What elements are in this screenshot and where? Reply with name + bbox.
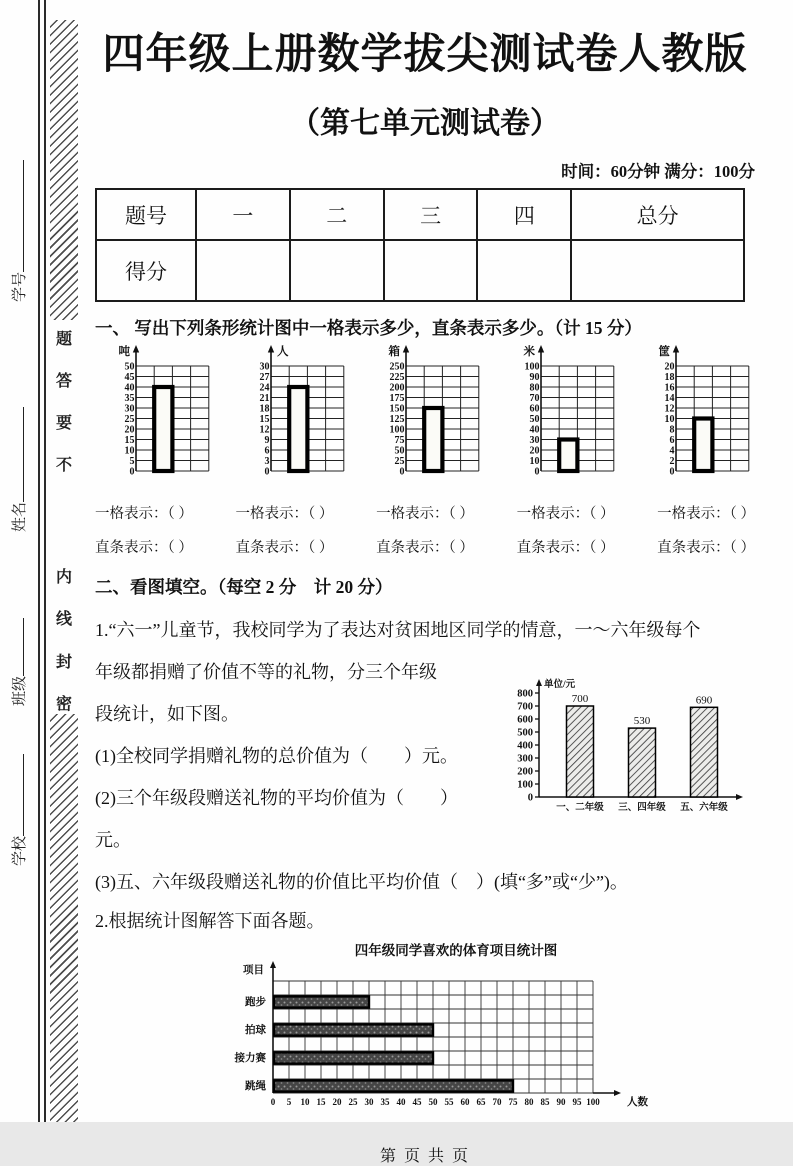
svg-text:接力赛: 接力赛: [234, 1053, 266, 1065]
svg-text:800: 800: [517, 688, 533, 700]
grid-represents-blank: 一格表示：（ ）: [376, 506, 474, 523]
page-footer: 第 页 共 页: [379, 1148, 470, 1166]
svg-text:10: 10: [300, 1097, 310, 1108]
score-header-cell: 题号: [96, 189, 196, 240]
svg-text:65: 65: [476, 1097, 486, 1108]
svg-text:70: 70: [492, 1097, 502, 1108]
q1-line1: 1.“六一”儿童节，我校同学为了表达对贫困地区同学的情意，一～六年级每个: [95, 620, 701, 641]
svg-text:25: 25: [348, 1097, 358, 1108]
bar-represents-row: [95, 536, 755, 557]
seal-char: 内: [55, 569, 72, 586]
section-one-heading: 一、 写出下列条形统计图中一格表示多少，直条表示多少。（计 15 分）: [95, 318, 642, 339]
svg-text:500: 500: [517, 727, 533, 739]
donation-bar-chart: [497, 677, 755, 842]
svg-text:530: 530: [633, 715, 651, 728]
svg-text:35: 35: [380, 1097, 390, 1108]
svg-text:90: 90: [556, 1097, 566, 1108]
svg-text:25: 25: [394, 456, 405, 468]
seal-char: 要: [55, 415, 72, 432]
svg-text:6: 6: [264, 445, 270, 457]
grid-represents-blank: 一格表示：（ ）: [657, 506, 755, 523]
svg-text:45: 45: [124, 372, 135, 384]
svg-text:100: 100: [586, 1097, 600, 1108]
bar-represents-blank: 直条表示：（ ）: [516, 540, 615, 557]
score-cell-empty: [384, 240, 478, 301]
school-label: 学校: [12, 835, 28, 866]
svg-text:16: 16: [664, 382, 675, 394]
svg-text:0: 0: [270, 1097, 276, 1108]
svg-text:0: 0: [669, 466, 675, 478]
seal-char: 题: [55, 331, 72, 348]
svg-text:吨: 吨: [118, 346, 130, 359]
svg-text:50: 50: [394, 445, 405, 457]
score-header-cell: 四: [477, 189, 571, 240]
svg-text:20: 20: [529, 445, 540, 457]
mini-bar-chart-tons: [109, 342, 211, 489]
svg-text:15: 15: [259, 414, 270, 426]
seal-border-line-outer: [38, 0, 40, 1122]
svg-text:690: 690: [695, 694, 713, 707]
score-table-score-row: [96, 240, 744, 301]
class-blank: [9, 618, 24, 676]
svg-text:200: 200: [517, 766, 533, 778]
svg-text:2: 2: [669, 456, 675, 468]
svg-text:150: 150: [389, 403, 405, 415]
svg-text:250: 250: [389, 361, 405, 373]
svg-text:18: 18: [664, 372, 675, 384]
sports-chart-title: 四年级同学喜欢的体育项目统计图: [354, 943, 558, 959]
score-cell-empty: [290, 240, 384, 301]
sports-horizontal-bar-chart: [217, 959, 669, 1129]
svg-text:20: 20: [332, 1097, 342, 1108]
grid-represents-blank: 一格表示：（ ）: [235, 506, 334, 523]
class-label: 班级: [12, 675, 28, 706]
student-id-blank: [9, 160, 24, 272]
svg-text:15: 15: [316, 1097, 326, 1108]
svg-text:15: 15: [124, 435, 135, 447]
score-table-header-row: [96, 189, 744, 240]
seal-hatch-top: [50, 20, 78, 320]
svg-text:8: 8: [669, 424, 675, 436]
svg-text:20: 20: [124, 424, 135, 436]
score-cell-empty: [477, 240, 571, 301]
svg-text:300: 300: [517, 753, 533, 765]
score-table: [95, 188, 745, 302]
svg-text:项目: 项目: [243, 965, 264, 977]
mini-bar-chart-meters: [514, 342, 616, 489]
svg-text:45: 45: [412, 1097, 422, 1108]
class-field: [8, 594, 28, 706]
score-cell-empty: [196, 240, 290, 301]
svg-text:55: 55: [444, 1097, 454, 1108]
q1-line2: 年级都捐赠了价值不等的礼物，分三个年级: [95, 662, 437, 683]
mini-bar-chart-people: [244, 342, 346, 489]
svg-text:0: 0: [399, 466, 405, 478]
svg-text:0: 0: [129, 466, 135, 478]
paper-content: [95, 0, 755, 1166]
seal-char: 答: [55, 373, 72, 390]
svg-text:75: 75: [508, 1097, 518, 1108]
svg-text:100: 100: [389, 424, 405, 436]
bar-represents-blank: 直条表示：（ ）: [657, 540, 755, 557]
score-row-label: 得分: [96, 240, 196, 301]
svg-text:拍球: 拍球: [245, 1025, 266, 1037]
svg-text:80: 80: [529, 382, 540, 394]
svg-text:14: 14: [664, 393, 675, 405]
svg-text:70: 70: [529, 393, 540, 405]
student-id-label: 学号: [12, 271, 28, 302]
svg-text:10: 10: [529, 456, 540, 468]
bar-represents-blank: 直条表示：（ ）: [95, 540, 193, 557]
svg-text:24: 24: [259, 382, 270, 394]
svg-text:100: 100: [524, 361, 540, 373]
svg-text:40: 40: [124, 382, 135, 394]
svg-text:125: 125: [389, 414, 405, 426]
paper-subtitle: （第七单元测试卷）: [290, 107, 560, 141]
svg-text:27: 27: [259, 372, 270, 384]
svg-text:跳绳: 跳绳: [245, 1081, 266, 1093]
svg-text:175: 175: [389, 393, 405, 405]
mini-charts-row: [95, 340, 755, 489]
svg-text:4: 4: [669, 445, 675, 457]
bar-represents-blank: 直条表示：（ ）: [376, 540, 474, 557]
svg-text:60: 60: [460, 1097, 470, 1108]
svg-text:箱: 箱: [388, 346, 400, 359]
svg-text:一、二年级: 一、二年级: [556, 803, 604, 814]
svg-text:3: 3: [264, 456, 270, 468]
svg-text:20: 20: [664, 361, 675, 373]
grid-represents-row: [95, 502, 755, 523]
q1-item-2: (2)三个年级段赠送礼物的平均价值为（ ）元。: [95, 788, 458, 851]
name-blank: [9, 407, 24, 502]
school-field: [8, 724, 28, 866]
svg-text:人: 人: [277, 346, 289, 359]
svg-text:40: 40: [396, 1097, 406, 1108]
svg-text:700: 700: [517, 701, 533, 713]
svg-text:50: 50: [428, 1097, 438, 1108]
seal-border-line-inner: [44, 0, 46, 1122]
school-blank: [9, 754, 24, 836]
name-label: 姓名: [12, 501, 28, 532]
section-two-heading: 二、看图填空。（每空 2 分 计 20 分）: [95, 577, 393, 598]
svg-text:200: 200: [389, 382, 405, 394]
svg-text:100: 100: [517, 779, 533, 791]
svg-text:三、四年级: 三、四年级: [618, 803, 666, 814]
svg-text:400: 400: [517, 740, 533, 752]
question-2-text: 2.根据统计图解答下面各题。: [95, 911, 325, 932]
svg-text:75: 75: [394, 435, 405, 447]
grid-represents-blank: 一格表示：（ ）: [516, 506, 615, 523]
svg-text:700: 700: [571, 693, 589, 706]
svg-text:95: 95: [572, 1097, 582, 1108]
svg-text:25: 25: [124, 414, 135, 426]
svg-text:60: 60: [529, 403, 540, 415]
svg-text:单位/元: 单位/元: [544, 680, 576, 691]
mini-bar-chart-baskets: [649, 342, 751, 489]
svg-text:0: 0: [534, 466, 540, 478]
svg-text:0: 0: [527, 792, 533, 804]
seal-char: 不: [55, 457, 72, 474]
svg-text:6: 6: [669, 435, 675, 447]
seal-char: 封: [55, 654, 72, 671]
mini-bar-chart-boxes: [379, 342, 481, 489]
svg-text:50: 50: [529, 414, 540, 426]
svg-text:9: 9: [264, 435, 270, 447]
svg-text:30: 30: [364, 1097, 374, 1108]
score-header-cell: 三: [384, 189, 478, 240]
svg-text:30: 30: [124, 403, 135, 415]
time-score-meta: 时间：60分钟 满分：100分: [561, 162, 755, 182]
svg-text:5: 5: [286, 1097, 292, 1108]
svg-text:225: 225: [389, 372, 405, 384]
student-id-field: [8, 130, 28, 302]
seal-char: 线: [55, 611, 72, 628]
svg-text:五、六年级: 五、六年级: [680, 803, 728, 814]
svg-text:米: 米: [523, 346, 535, 359]
score-header-cell: 总分: [571, 189, 744, 240]
svg-text:18: 18: [259, 403, 270, 415]
svg-text:35: 35: [124, 393, 135, 405]
name-field: [8, 380, 28, 532]
svg-text:40: 40: [529, 424, 540, 436]
svg-text:600: 600: [517, 714, 533, 726]
svg-text:5: 5: [129, 456, 135, 468]
svg-text:10: 10: [664, 414, 675, 426]
svg-text:0: 0: [264, 466, 270, 478]
svg-text:人数: 人数: [627, 1097, 648, 1109]
score-header-cell: 二: [290, 189, 384, 240]
svg-text:12: 12: [664, 403, 675, 415]
seal-hatch-bottom: [50, 714, 78, 1122]
score-cell-empty: [571, 240, 744, 301]
svg-text:80: 80: [524, 1097, 534, 1108]
svg-text:21: 21: [259, 393, 270, 405]
svg-text:10: 10: [124, 445, 135, 457]
svg-text:85: 85: [540, 1097, 550, 1108]
svg-text:12: 12: [259, 424, 270, 436]
svg-text:30: 30: [259, 361, 270, 373]
q1-item-3: (3)五、六年级段赠送礼物的价值比平均价值（ ）(填“多”或“少”)。: [95, 872, 628, 893]
sports-chart-block: [217, 939, 669, 1129]
svg-text:30: 30: [529, 435, 540, 447]
svg-text:筐: 筐: [658, 346, 670, 359]
svg-text:90: 90: [529, 372, 540, 384]
seal-char: 密: [55, 696, 72, 713]
question-1-block: [95, 609, 755, 903]
grid-represents-blank: 一格表示：（ ）: [95, 506, 193, 523]
score-header-cell: 一: [196, 189, 290, 240]
svg-text:50: 50: [124, 361, 135, 373]
q1-item-1: (1)全校同学捐赠礼物的总价值为（ ）元。: [95, 746, 458, 767]
svg-text:跑步: 跑步: [245, 997, 266, 1009]
q1-line3: 段统计，如下图。: [95, 704, 239, 725]
bar-represents-blank: 直条表示：（ ）: [235, 540, 334, 557]
paper-title: 四年级上册数学拔尖测试卷人教版: [102, 30, 748, 77]
